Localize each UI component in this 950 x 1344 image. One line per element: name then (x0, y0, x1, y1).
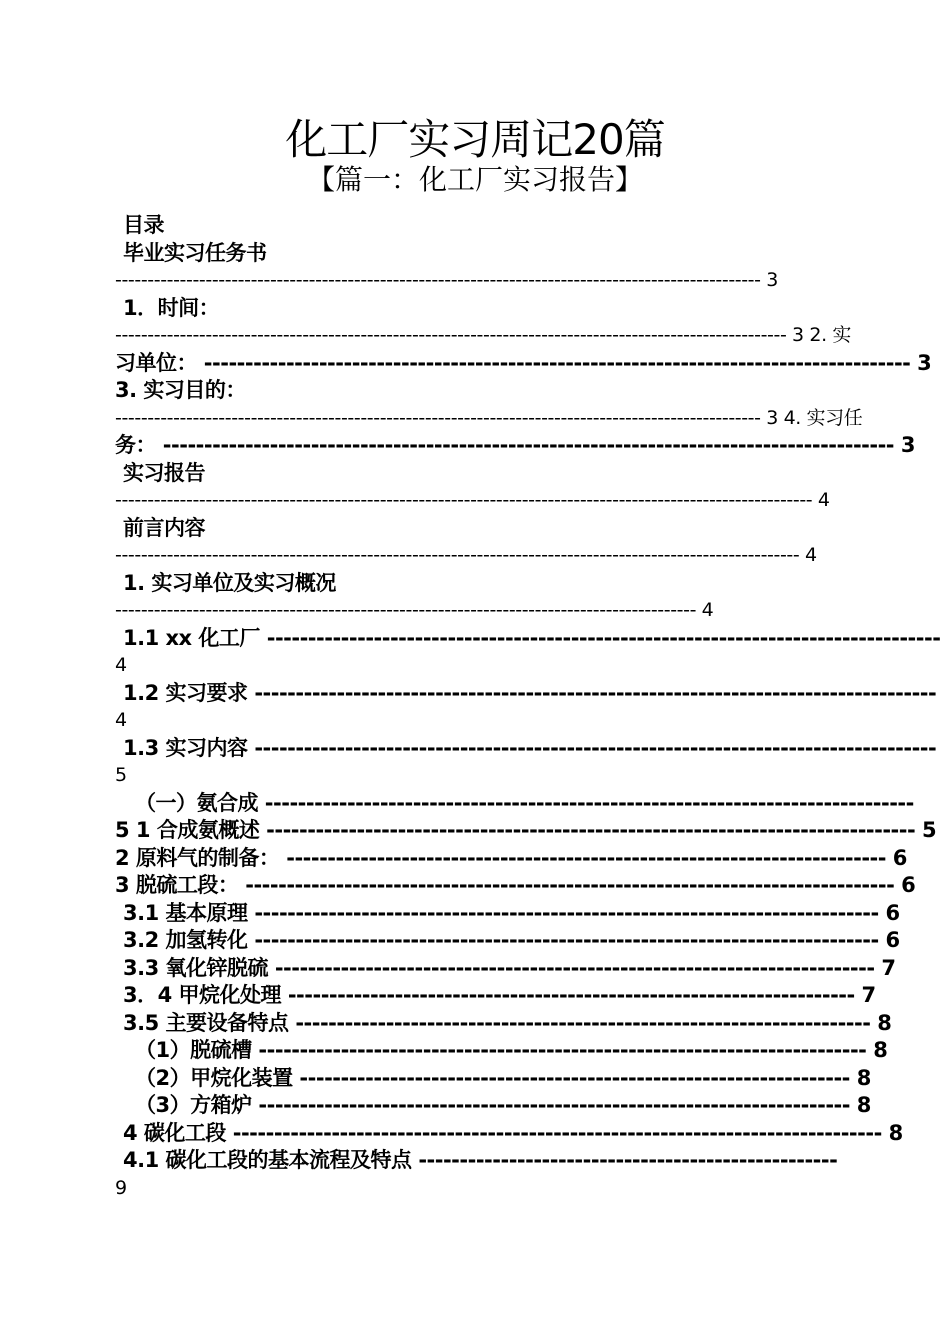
toc-line: 1.1 xx 化工厂 ---------------------------------------------------------------------------------- (123, 625, 941, 650)
toc-line: 3.1 基本原理 ---------------------------------------------------------------------------- 6 (123, 900, 900, 925)
toc-line: 习单位： -------------------------------------------------------------------------------------- 3 (115, 350, 932, 375)
toc-line: 1.2 实习要求 ----------------------------------------------------------------------------------- (123, 680, 937, 705)
table-of-contents (115, 212, 941, 1202)
toc-line: 毕业实习任务书 (123, 240, 267, 265)
toc-line: 5 1 合成氨概述 ------------------------------------------------------------------------------- 5 (115, 818, 937, 842)
toc-line: ------------------------------------------------------------------------------------------ 4 (115, 599, 714, 621)
toc-line: 实习报告 (123, 460, 205, 485)
toc-line: （2）甲烷化装置 ------------------------------------------------------------------- 8 (135, 1065, 871, 1090)
toc-line: 1．时间： (123, 295, 220, 320)
toc-line: 3.5 主要设备特点 ---------------------------------------------------------------------- 8 (123, 1010, 892, 1035)
toc-line: （1）脱硫槽 -------------------------------------------------------------------------- 8 (135, 1038, 888, 1062)
toc-line: 4 (115, 654, 127, 676)
toc-line: 1.3 实习内容 ----------------------------------------------------------------------------------- (123, 735, 937, 760)
toc-line: 2 原料气的制备： ------------------------------------------------------------------------- 6 (115, 845, 907, 870)
toc-line: 务： ----------------------------------------------------------------------------------------- 3 (115, 433, 915, 457)
toc-line: 3.3 氧化锌脱硫 ------------------------------------------------------------------------- 7 (123, 955, 896, 980)
toc-line: （一）氨合成 ------------------------------------------------------------------------------- (135, 790, 914, 815)
toc-line: 5 (115, 764, 127, 786)
toc-line: ---------------------------------------------------------------------------------------------------- 3 (115, 269, 778, 291)
toc-line: （3）方箱炉 ------------------------------------------------------------------------ 8 (135, 1093, 871, 1117)
document-subtitle: 【篇一：化工厂实习报告】 (306, 163, 643, 196)
toc-line: 4 (115, 709, 127, 731)
toc-line: ---------------------------------------------------------------------------------------------------- 3 4. 实习任 (115, 406, 863, 429)
toc-line: 3 脱硫工段： ------------------------------------------------------------------------------- 6 (115, 873, 916, 897)
toc-line: 4.1 碳化工段的基本流程及特点 --------------------------------------------------- (123, 1148, 838, 1172)
toc-line: 前言内容 (123, 515, 205, 540)
document-title: 化工厂实习周记20篇 (285, 115, 665, 164)
toc-line: ---------------------------------------------------------------------------------------------------------- 4 (115, 544, 817, 566)
toc-line: 4 碳化工段 ------------------------------------------------------------------------------- 8 (123, 1120, 903, 1145)
toc-line: 1. 实习单位及实习概况 (123, 570, 336, 595)
toc-line: 3.2 加氢转化 ---------------------------------------------------------------------------- 6 (123, 928, 900, 952)
toc-line: 3．4 甲烷化处理 --------------------------------------------------------------------- 7 (123, 983, 876, 1007)
toc-line: -------------------------------------------------------------------------------------------------------- 3 2. 实 (115, 324, 851, 346)
toc-line: 3. 实习目的： (115, 378, 246, 402)
toc-line: 目录 (123, 213, 164, 237)
toc-line: 9 (115, 1176, 127, 1199)
toc-line: ------------------------------------------------------------------------------------------------------------ 4 (115, 489, 830, 511)
